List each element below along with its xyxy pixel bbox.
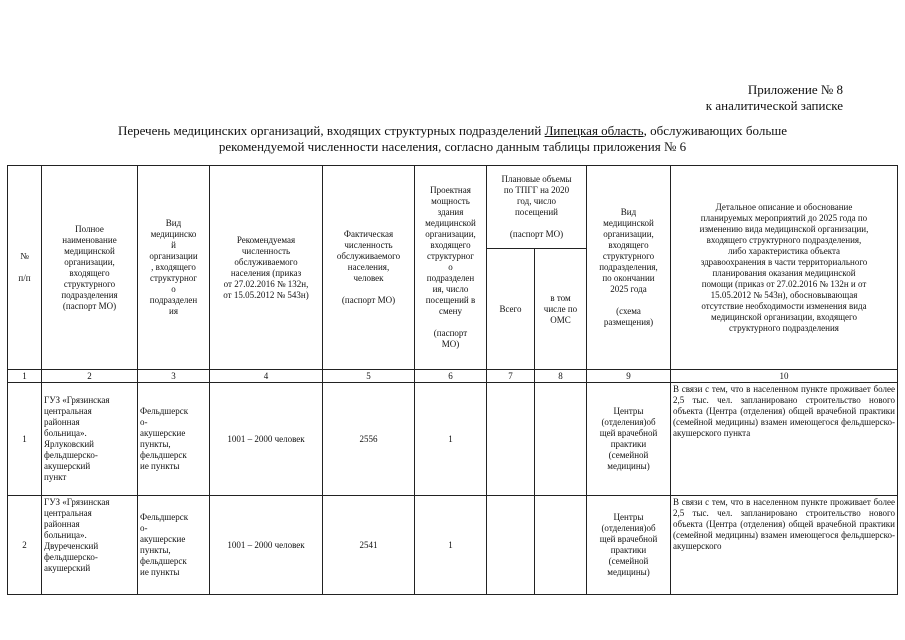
header-type-2025: Вид медицинской организации, входящего структурного подразделения, по окончании 2025 года (схема размещения) [587, 166, 671, 370]
row-actual: 2541 [323, 496, 415, 595]
row-recommended: 1001 – 2000 человек [210, 383, 323, 496]
column-number: 9 [587, 370, 671, 383]
header-recommended: Рекомендуемая численность обслуживаемого населения (приказ от 27.02.2016 № 132н, от 15.05.2012 № 543н) [210, 166, 323, 370]
column-number-row [8, 370, 898, 383]
row-description: В связи с тем, что в населенном пункте проживает более 2,5 тыс. чел. запланировано строительство нового объекта (Центра (отделения) общей врачебной практики (семейной медицины) взамен имеющегося фельдшерско-акушерского [671, 496, 898, 595]
header-planned-volumes: Плановые объемы по ТПГГ на 2020 год, число посещений (паспорт МО) [487, 166, 587, 249]
title-part-1: Перечень медицинских организаций, входящих структурных подразделений [117, 123, 545, 138]
header-capacity: Проектная мощность здания медицинской организации, входящего структурног о подразделен ия, число посещений в смену (паспорт МО) [415, 166, 487, 370]
header-row [8, 166, 898, 249]
row-oms [535, 383, 587, 496]
document-title [20, 123, 885, 155]
header-actual: Фактическая численность обслуживаемого населения, человек (паспорт МО) [323, 166, 415, 370]
row-oms [535, 496, 587, 595]
header-org-type: Вид медицинско й организации , входящего структурног о подразделен ия [138, 166, 210, 370]
header-description: Детальное описание и обоснование планируемых мероприятий до 2025 года по изменению вида медицинской организации, входящего структурного подразделения, либо характеристика объекта здравоохранения в части территориального планирования оказания медицинской помощи (приказ от 27.02.2016 № 132н и от 15.05.2012 № 543н), обосновывающая отсутствие необходимости изменения вида медицинской организации, входящего структурного подразделения [671, 166, 898, 370]
row-num: 2 [8, 496, 42, 595]
column-number: 2 [42, 370, 138, 383]
row-num: 1 [8, 383, 42, 496]
row-org-type: Фельдшерск о- акушерские пункты, фельдшерск ие пункты [138, 383, 210, 496]
table-row [8, 383, 898, 496]
header-num: № п/п [8, 166, 42, 370]
row-total [487, 496, 535, 595]
row-type-2025: Центры (отделения)об щей врачебной практики (семейной медицины) [587, 496, 671, 595]
row-actual: 2556 [323, 383, 415, 496]
header-oms: в том числе по ОМС [535, 249, 587, 370]
title-line-2: рекомендуемой численности населения, согласно данным таблицы приложения № 6 [218, 139, 687, 154]
column-number: 6 [415, 370, 487, 383]
row-org-name: ГУЗ «Грязинская центральная районная больница». Ярлуковский фельдшерско- акушерский пункт [42, 383, 138, 496]
row-type-2025: Центры (отделения)об щей врачебной практики (семейной медицины) [587, 383, 671, 496]
row-description: В связи с тем, что в населенном пункте проживает более 2,5 тыс. чел. запланировано строительство нового объекта (Центра (отделения) общей врачебной практики (семейной медицины) взамен имеющегося фельдшерско-акушерского пункта [671, 383, 898, 496]
row-capacity: 1 [415, 496, 487, 595]
title-line-1 [20, 123, 885, 139]
title-part-2: , обслуживающих больше [643, 123, 788, 138]
column-number: 5 [323, 370, 415, 383]
column-number: 10 [671, 370, 898, 383]
header-total: Всего [487, 249, 535, 370]
column-number: 4 [210, 370, 323, 383]
row-org-type: Фельдшерск о- акушерские пункты, фельдшерск ие пункты [138, 496, 210, 595]
appendix-number: Приложение № 8 [747, 82, 843, 97]
header-org-name: Полное наименование медицинской организации, входящего структурного подразделения (паспорт МО) [42, 166, 138, 370]
table-row [8, 496, 898, 595]
column-number: 3 [138, 370, 210, 383]
appendix-caption: к аналитической записке [705, 98, 843, 113]
column-number: 7 [487, 370, 535, 383]
appendix-reference [706, 82, 843, 114]
column-number: 8 [535, 370, 587, 383]
row-recommended: 1001 – 2000 человек [210, 496, 323, 595]
organizations-table [7, 165, 898, 595]
row-total [487, 383, 535, 496]
row-org-name: ГУЗ «Грязинская центральная районная больница». Двуреченский фельдшерско- акушерский [42, 496, 138, 595]
column-number: 1 [8, 370, 42, 383]
row-capacity: 1 [415, 383, 487, 496]
region-link: Липецкая область [544, 123, 644, 138]
